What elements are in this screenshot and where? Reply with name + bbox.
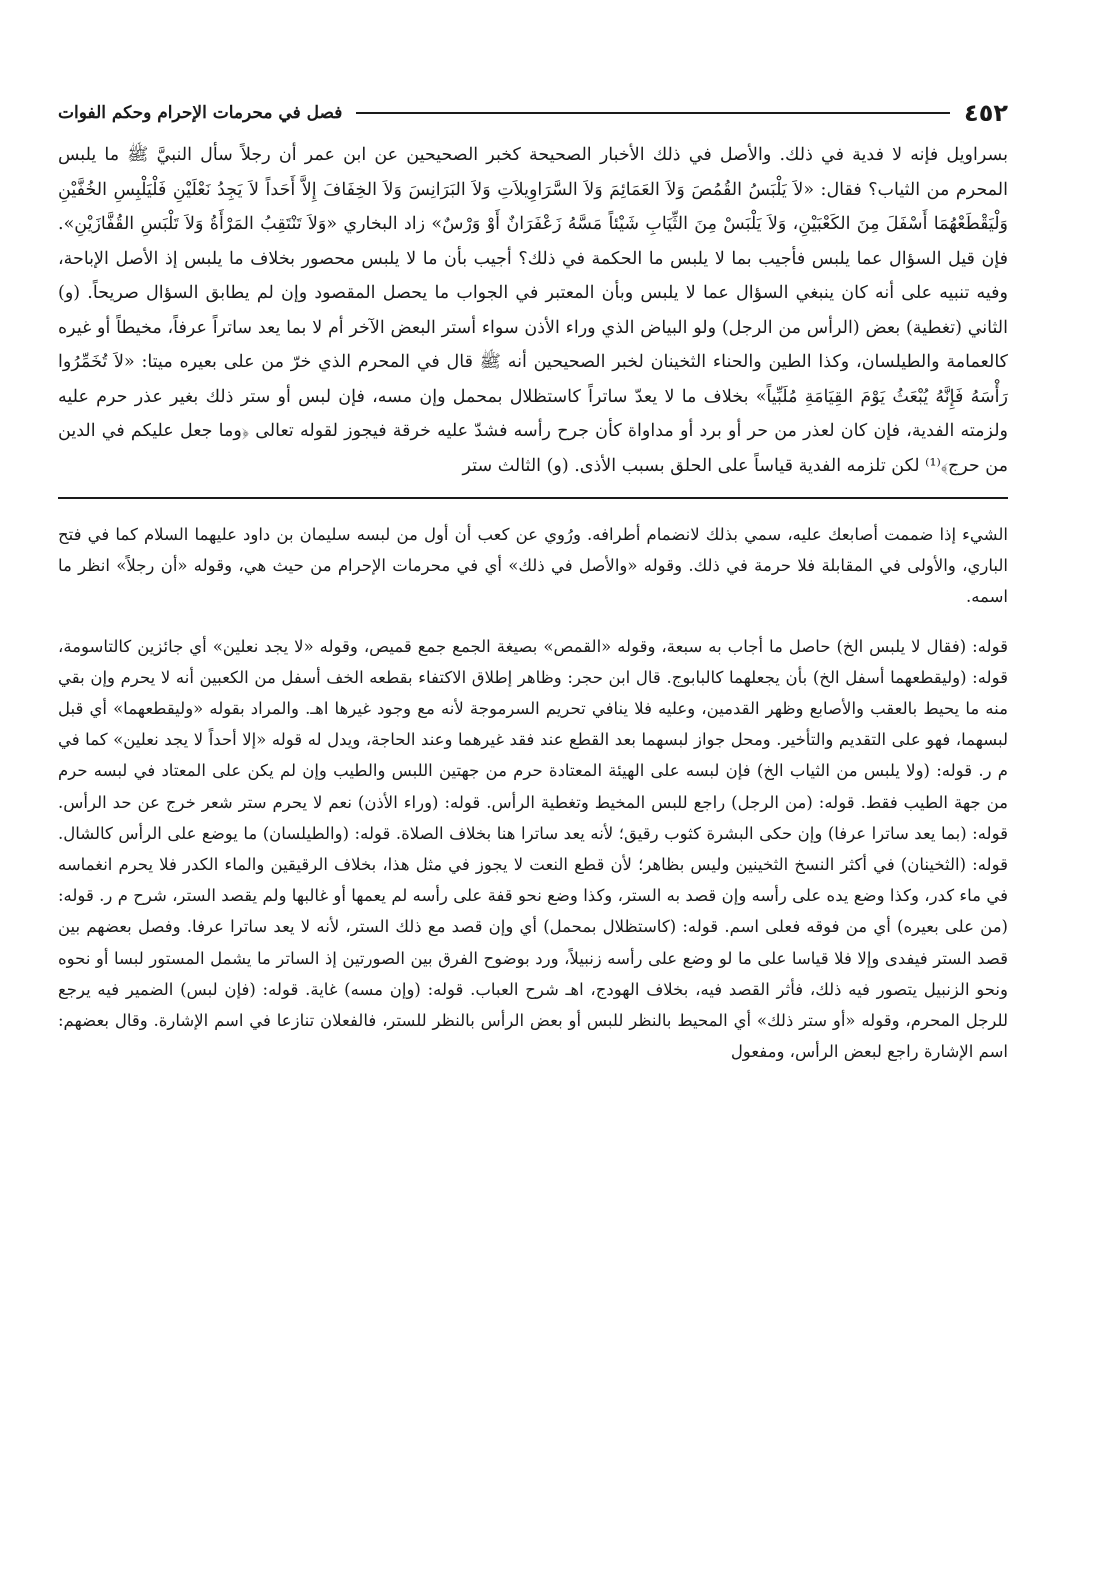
- page-header: [58, 96, 1008, 130]
- header-rule: [356, 112, 950, 114]
- commentary-paragraph: قوله: (فقال لا يلبس الخ) حاصل ما أجاب به سبعة، وقوله «القمص» بصيغة الجمع جمع قميص، وقوله «لا يجد نعلين» أي جائزين كالتاسومة، قوله: (وليقطعهما أسفل الخ) بأن يجعلهما كالبابوج. قال ابن حجر: وظاهر إطلاق الاكتفاء بقطعه الخف أسفل من الكعبين أنه لا يحرم وإن بقي منه ما يحيط بالعقب والأصابع وظهر القدمين، وعليه فلا ينافي تحريم السرموجة لأنه مع وجود غيرها اهـ. والمراد بقوله «وليقطعهما» أي قبل لبسهما، فهو على التقديم والتأخير. ومحل جواز لبسهما بعد القطع عند فقد غيرهما وعند الحاجة، ويدل له قوله «إلا أحداً لا يجد نعلين» كما في م ر. قوله: (ولا يلبس من الثياب الخ) فإن لبسه على الهيئة المعتادة حرم من جهتين اللبس والطيب وإن لم يكن على المعتاد في لبسه حرم من جهة الطيب فقط. قوله: (من الرجل) راجع للبس المخيط وتغطية الرأس. قوله: (وراء الأذن) نعم لا يحرم ستر شعر خرج عن حد الرأس. قوله: (بما يعد ساترا عرفا) وإن حكى البشرة كثوب رقيق؛ لأنه يعد ساترا هنا بخلاف الصلاة. قوله: (والطيلسان) ما يوضع على الرأس كالشال. قوله: (الثخينان) في أكثر النسخ الثخينين وليس بظاهر؛ لأن قطع النعت لا يجوز في مثل هذا، بخلاف الرقيقين والماء الكدر فلا يحرم انغماسه في ماء كدر، وكذا وضع يده على رأسه وإن قصد به الستر، وكذا وضع نحو قفة على رأسه لم يعمها أو غالبها ولم يقصد الستر، شرح م ر. قوله: (من على بعيره) أي من فوقه فعلى اسم. قوله: (كاستظلال بمحمل) أي وإن قصد مع ذلك الستر، لأنه لا يعد ساترا عرفا. وفصل بعضهم بين قصد الستر فيفدى وإلا فلا قياسا على ما لو وضع على رأسه زنبيلاً، ورد بوضوح الفرق بين الصورتين إذ الساتر ما يشمل المستور لبسا أو نحوه ونحو الزنبيل يتصور فيه ذلك، فأثر القصد فيه، بخلاف الهودج، اهـ شرح العباب. قوله: (وإن مسه) غاية. قوله: (فإن لبس) الضمير فيه يرجع للرجل المحرم، وقوله «أو ستر ذلك» أي المحيط بالنظر للبس أو بعض الرأس بالنظر للستر، فالفعلان تنازعا في اسم الإشارة. وقال بعضهم: اسم الإشارة راجع لبعض الرأس، ومفعول: [58, 636, 1008, 1062]
- commentary: [58, 519, 1008, 1067]
- main-text: [58, 138, 1008, 483]
- page-number: ٤٥٢: [964, 99, 1008, 127]
- main-paragraph: بسراويل فإنه لا فدية في ذلك. والأصل في ذلك الأخبار الصحيحة كخبر الصحيحين عن ابن عمر أن رجلاً سأل النبيَّ ﷺ ما يلبس المحرم من الثياب؟ فقال: «لاَ يَلْبَسُ القُمُصَ وَلاَ العَمَائِمَ وَلاَ السَّرَاوِيلاَتِ وَلاَ البَرَانِسَ وَلاَ الخِفَافَ إِلاَّ أَحَداً لاَ يَجِدُ نَعْلَيْنِ فَلْيَلْبِسِ الخُفَّيْنِ وَلْيَقْطَعْهُمَا أَسْفَلَ مِنَ الكَعْبَيْنِ، وَلاَ يَلْبَسْ مِنَ الثِّيَابِ شَيْئاً مَسَّهُ زَعْفَرَانٌ أَوْ وَرْسٌ» زاد البخاري «وَلاَ تَنْتَقِبُ المَرْأَةُ وَلاَ تَلْبَسِ القُفَّازَيْنِ». فإن قيل السؤال عما يلبس فأجيب بما لا يلبس ما الحكمة في ذلك؟ أجيب بأن ما لا يلبس محصور بخلاف ما يلبس إذ الأصل الإباحة، وفيه تنبيه على أنه كان ينبغي السؤال عما لا يلبس وبأن المعتبر في الجواب ما يحصل المقصود وإن لم يطابق السؤال صريحاً. (و) الثاني (تغطية) بعض (الرأس من الرجل) ولو البياض الذي وراء الأذن سواء أستر البعض الآخر أم لا بما يعد ساتراً عرفاً، مخيطاً أو غيره كالعمامة والطيلسان، وكذا الطين والحناء الثخينان لخبر الصحيحين أنه ﷺ قال في المحرم الذي خرّ من على بعيره ميتا: «لاَ تُخَمِّرُوا رَأْسَهُ فَإِنَّهُ يُبْعَثُ يَوْمَ القِيَامَةِ مُلَبِّياً» بخلاف ما لا يعدّ ساتراً كاستظلال بمحمل وإن مسه، فإن لبس أو ستر ذلك بغير عذر حرم عليه ولزمته الفدية، فإن كان لعذر من حر أو برد أو مداواة كأن جرح رأسه فشدّ عليه خرقة فيجوز لقوله تعالى ﴿وما جعل عليكم في الدين من حرج﴾⁽¹⁾ لكن تلزمه الفدية قياساً على الحلق بسبب الأذى. (و) الثالث ستر: [58, 145, 1008, 476]
- running-head: فصل في محرمات الإحرام وحكم الفوات: [58, 103, 343, 123]
- commentary-paragraph: الشيء إذا ضممت أصابعك عليه، سمي بذلك لانضمام أطرافه. ورُوي عن كعب أن أول من لبسه سليمان بن داود عليهما السلام كما في فتح الباري، والأولى في المقابلة فلا حرمة في ذلك. وقوله «والأصل في ذلك» أي في محرمات الإحرام من حيث هي، وقوله «أن رجلاً» انظر ما اسمه.: [58, 525, 1008, 607]
- document-page: [58, 96, 1008, 1067]
- footnote-divider: [58, 497, 1008, 499]
